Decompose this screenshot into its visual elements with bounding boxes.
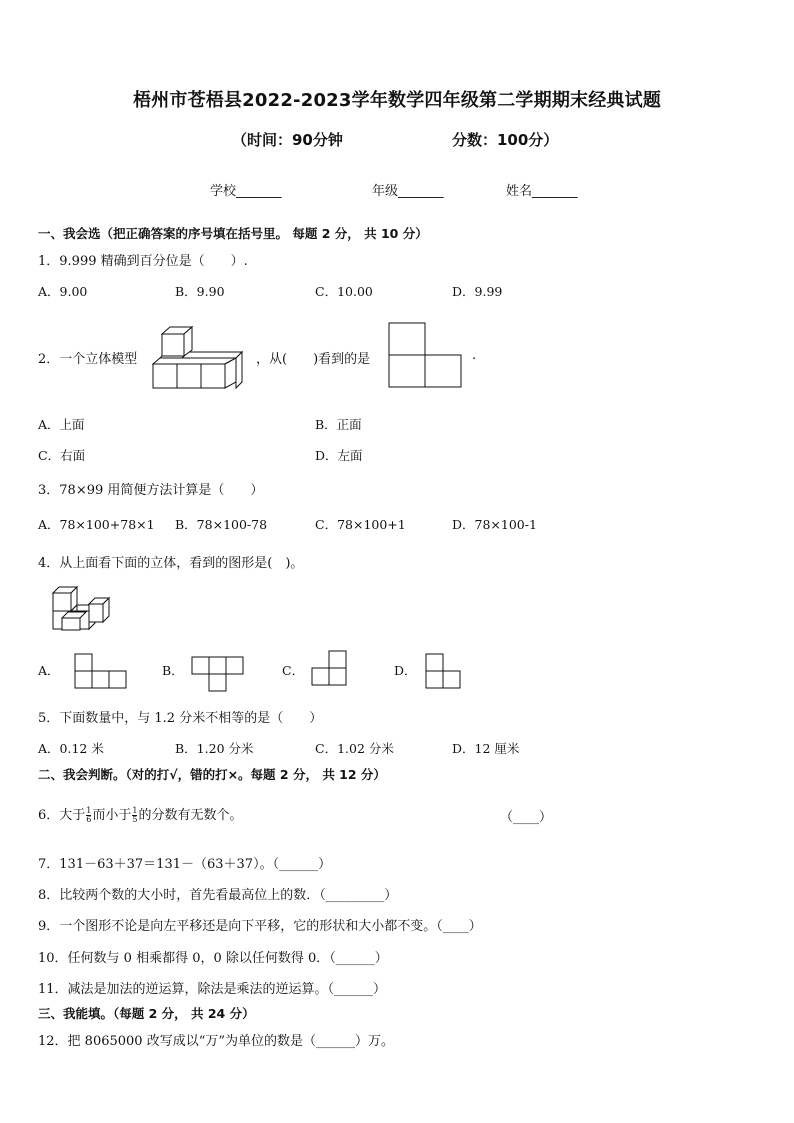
q4-option-d-shape bbox=[425, 653, 463, 689]
q2-option-a: A．上面 bbox=[38, 417, 85, 432]
q1-option-c: C．10.00 bbox=[315, 284, 373, 299]
question-6 bbox=[38, 804, 243, 824]
q4-option-a-shape bbox=[74, 653, 128, 689]
q6-fraction-1-denominator: 6 bbox=[86, 815, 92, 824]
q4-3d-figure bbox=[50, 582, 112, 632]
q6-text-c: 的分数有无数个。 bbox=[138, 808, 243, 823]
section-2-title: 二、我会判断。（对的打√，错的打×。每题 2 分， 共 12 分） bbox=[38, 767, 386, 782]
page-title: 梧州市苍梧县2022-2023学年数学四年级第二学期期末经典试题 bbox=[132, 90, 662, 111]
q6-text-b: 而小于 bbox=[92, 808, 132, 823]
q5-option-a: A．0.12 米 bbox=[38, 741, 104, 756]
q1-option-b: B．9.90 bbox=[175, 284, 225, 299]
q6-fraction-1 bbox=[86, 807, 91, 824]
grade-field: 年级_______ bbox=[372, 184, 444, 199]
question-1: 1．9.999 精确到百分位是（ ）. bbox=[38, 254, 248, 269]
q2-option-b: B．正面 bbox=[315, 417, 362, 432]
q1-option-d: D．9.99 bbox=[452, 284, 503, 299]
section-1-title: 一、我会选（把正确答案的序号填在括号里。 每题 2 分， 共 10 分） bbox=[38, 226, 428, 241]
question-11: 11．减法是加法的逆运算，除法是乘法的逆运算。（______） bbox=[38, 982, 387, 997]
q2-option-c: C．右面 bbox=[38, 448, 86, 463]
q4-option-b-shape bbox=[191, 656, 245, 692]
question-8: 8．比较两个数的大小时，首先看最高位上的数．（_________） bbox=[38, 888, 398, 903]
q2-view-figure bbox=[388, 322, 464, 388]
question-10: 10．任何数与 0 相乘都得 0，0 除以任何数得 0．（______） bbox=[38, 951, 388, 966]
q4-option-c-shape bbox=[311, 650, 349, 686]
q2-option-d: D．左面 bbox=[315, 448, 363, 463]
q3-option-d: D．78×100-1 bbox=[452, 517, 537, 532]
q4-option-b: B． bbox=[162, 663, 184, 678]
name-field: 姓名_______ bbox=[506, 184, 578, 199]
q4-option-a: A． bbox=[38, 663, 60, 678]
q6-answer-blank[interactable]: （____） bbox=[500, 810, 553, 825]
q4-option-d: D． bbox=[394, 663, 417, 678]
q6-fraction-2 bbox=[132, 807, 137, 824]
question-7: 7．131－63＋37＝131－（63＋37）。（______） bbox=[38, 857, 332, 872]
question-2-post: . bbox=[472, 348, 477, 363]
q5-option-b: B．1.20 分米 bbox=[175, 741, 254, 756]
q6-text-a: 6．大于 bbox=[38, 808, 86, 823]
q1-option-a: A．9.00 bbox=[38, 284, 88, 299]
question-5: 5．下面数量中，与 1.2 分米不相等的是（ ） bbox=[38, 711, 323, 726]
question-4: 4．从上面看下面的立体，看到的图形是( )。 bbox=[38, 556, 304, 571]
question-3: 3．78×99 用简便方法计算是（ ） bbox=[38, 483, 264, 498]
exam-score: 分数：100分） bbox=[452, 131, 559, 149]
q3-option-a: A．78×100+78×1 bbox=[38, 517, 155, 532]
exam-time: （时间：90分钟 bbox=[232, 131, 343, 149]
q6-fraction-1-numerator: 1 bbox=[86, 806, 92, 815]
question-9: 9．一个图形不论是向左平移还是向下平移，它的形状和大小都不变。（____） bbox=[38, 919, 482, 934]
q6-fraction-2-denominator: 5 bbox=[132, 815, 138, 824]
section-3-title: 三、我能填。（每题 2 分， 共 24 分） bbox=[38, 1006, 255, 1021]
question-2-mid: ，从( )看到的是 bbox=[256, 352, 371, 367]
question-2-pre: 2．一个立体模型 bbox=[38, 352, 138, 367]
school-field: 学校_______ bbox=[210, 184, 282, 199]
q5-option-d: D．12 厘米 bbox=[452, 741, 520, 756]
q3-option-c: C．78×100+1 bbox=[315, 517, 406, 532]
q4-option-c: C． bbox=[282, 663, 305, 678]
q5-option-c: C．1.02 分米 bbox=[315, 741, 394, 756]
question-12: 12．把 8065000 改写成以“万”为单位的数是（______）万。 bbox=[38, 1034, 394, 1049]
q3-option-b: B．78×100-78 bbox=[175, 517, 268, 532]
q6-fraction-2-numerator: 1 bbox=[132, 806, 138, 815]
q2-3d-model-figure bbox=[150, 324, 245, 392]
